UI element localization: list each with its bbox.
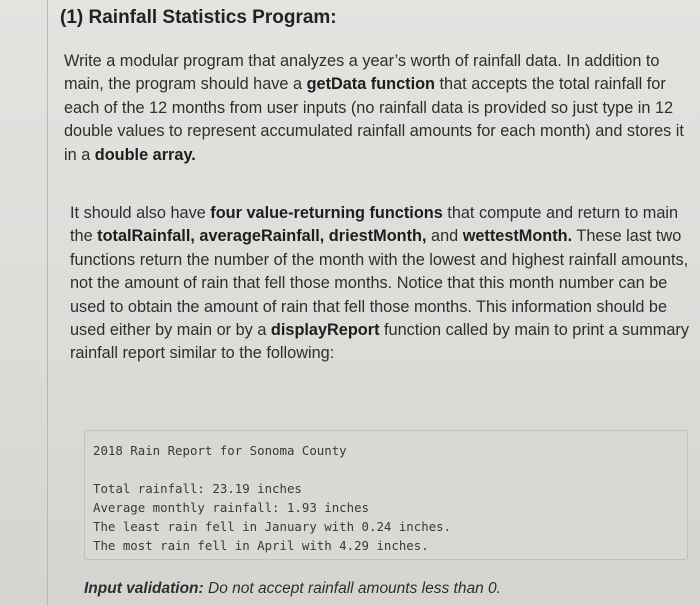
p2-text-1: It should also have bbox=[70, 204, 211, 222]
p2-text-3: and bbox=[426, 227, 463, 246]
p1-bold-getdata: getData function bbox=[306, 75, 435, 94]
p1-text-2: that accepts the total rainfall for each of the 12 months from user inputs (no rainfall data is provided so just type in 12 double values to represent accumulated rainfall amounts for each month) and stores it in a bbox=[64, 75, 684, 164]
report-total-line: Total rainfall: 23.19 inches bbox=[93, 481, 302, 496]
input-validation-label: Input validation: bbox=[84, 580, 204, 597]
report-blank-line bbox=[93, 460, 687, 479]
input-validation-text: Do not accept rainfall amounts less than 0. bbox=[203, 580, 501, 597]
p1-bold-double-array: double array. bbox=[94, 145, 196, 164]
report-average-line: Average monthly rainfall: 1.93 inches bbox=[93, 500, 370, 515]
input-validation-note bbox=[84, 580, 501, 598]
paragraph-getdata bbox=[64, 50, 698, 167]
p2-bold-wettest: wettestMonth. bbox=[462, 227, 573, 246]
p2-text-2: that compute and return to main the bbox=[70, 204, 679, 246]
p2-text-4: These last two functions return the number of the month with the lowest and highest rainfall amounts, not the amount of rain that fell those months. Notice that this month number can be used to obtain the amount of rain that fell those months. This information should be used either by main or by a bbox=[70, 227, 689, 340]
report-title-line: 2018 Rain Report for Sonoma County bbox=[93, 443, 347, 458]
sample-report-box bbox=[84, 430, 688, 560]
report-least-line: The least rain fell in January with 0.24 inches. bbox=[93, 519, 452, 534]
p2-text-5: function called by main to print a summary rainfall report similar to the following: bbox=[70, 321, 689, 363]
p2-bold-function-names: totalRainfall, averageRainfall, driestMonth, bbox=[97, 227, 427, 246]
problem-title: (1) Rainfall Statistics Program: bbox=[60, 7, 337, 28]
report-most-line: The most rain fell in April with 4.29 inches. bbox=[93, 538, 429, 553]
p2-bold-display-report: displayReport bbox=[270, 321, 380, 340]
p1-text-1: Write a modular program that analyzes a year’s worth of rainfall data. In addition to main, the program should have a bbox=[64, 52, 660, 94]
p2-bold-four-functions: four value-returning functions bbox=[210, 204, 443, 222]
paragraph-functions bbox=[70, 202, 696, 366]
